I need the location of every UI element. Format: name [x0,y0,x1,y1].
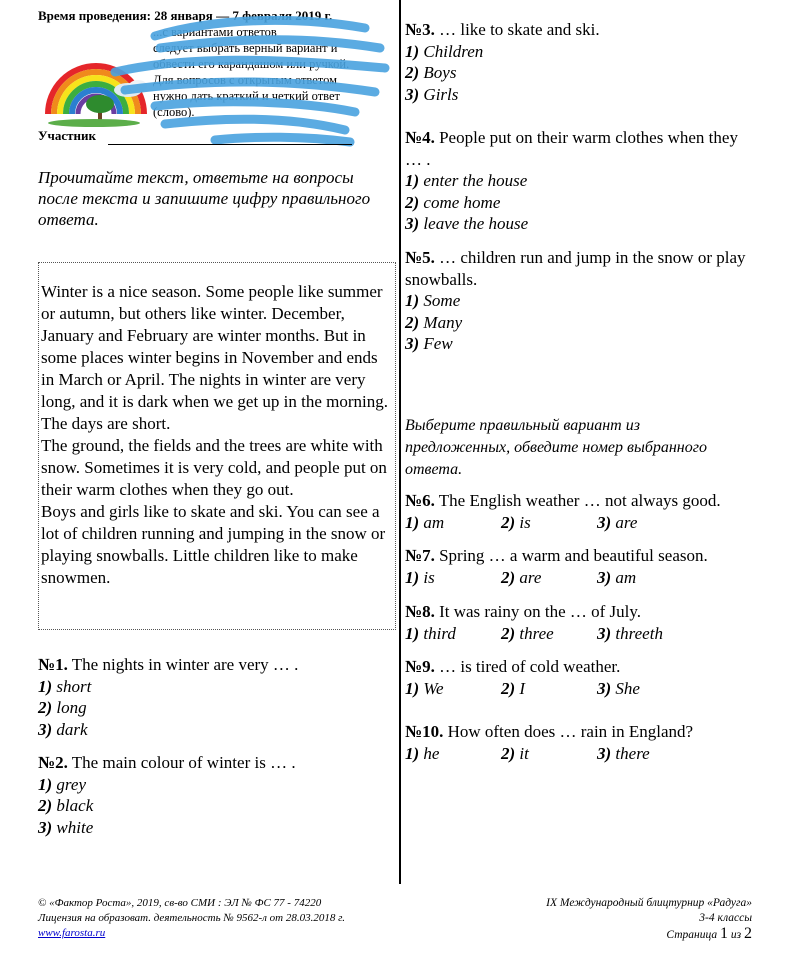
page-indicator: Страница 1 из 2 [666,925,752,942]
answer-option[interactable]: 3) white [38,817,94,837]
question-number: №8. [405,602,435,621]
answer-option[interactable]: 1) enter the house [405,171,528,190]
column-divider [399,0,401,884]
question-7 [405,545,765,588]
answer-option[interactable]: 2) it [501,743,529,763]
answer-option[interactable]: 2) Boys [405,63,457,82]
grade-level: 3-4 классы [699,912,752,924]
answer-option[interactable]: 2) black [38,796,94,815]
question-number: №9. [405,657,435,676]
answer-option[interactable]: 1) am [405,512,445,532]
question-text: People put on their warm clothes when they … . [405,128,738,169]
answer-option[interactable]: 3) are [597,512,638,532]
answer-option[interactable]: 2) I [501,678,526,698]
question-text: Spring … a warm and beautiful season. [439,546,708,565]
pen-scribble [95,8,395,148]
reading-paragraph: Boys and girls like to skate and ski. You can see a lot of children running and jumping in the snow or playing snowballs. Little children like to make snowmen. [41,502,386,587]
question-text: … is tired of cold weather. [439,657,621,676]
answer-option[interactable]: 1) Some [405,291,461,310]
answer-option[interactable]: 3) threeth [597,623,663,643]
copyright-line: © «Фактор Роста», 2019, св-во СМИ : ЭЛ № ФС 77 - 74220 [38,897,322,909]
instruction-line: (слово). [153,105,195,119]
answer-option[interactable]: 1) third [405,623,456,643]
question-4 [405,127,750,235]
question-text: It was rainy on the … of July. [439,602,642,621]
reading-paragraph: The ground, the fields and the trees are white with snow. Sometimes it is very cold, and people put on their warm clothes when they go out. [41,436,387,499]
answer-option[interactable]: 3) dark [38,719,88,739]
answer-option[interactable]: 3) Girls [405,84,459,104]
question-6 [405,490,765,533]
answer-option[interactable]: 3) am [597,567,637,587]
question-number: №3. [405,20,435,39]
footer-left [38,896,345,941]
answer-option[interactable]: 3) She [597,678,640,698]
answer-option[interactable]: 3) Few [405,334,453,353]
question-8 [405,601,765,644]
task1-instructions: Прочитайте текст, ответьте на вопросы после текста и запишите цифру правильного ответа. [38,168,371,229]
answer-option[interactable]: 1) We [405,678,444,698]
answer-option[interactable]: 1) grey [38,774,86,794]
reading-paragraph: Winter is a nice season. Some people like summer or autumn, but others like winter. December, January and February are winter months. But in some places winter begins in November and ends in March or April. The nights in winter are very long, and it is dark when we get up in the morning. The days are short. [41,282,389,433]
answer-option[interactable]: 1) he [405,743,440,763]
answer-option[interactable]: 2) long [38,698,87,717]
question-2 [38,752,393,838]
answer-option[interactable]: 2) is [501,512,531,532]
footer-right [546,896,752,943]
question-number: №10. [405,722,444,741]
answer-option[interactable]: 1) is [405,567,435,587]
event-dates: Время проведения: 28 января — 7 февраля 2019 г. [38,8,333,23]
answer-option[interactable]: 2) three [501,623,554,643]
answer-option[interactable]: 3) there [597,743,650,763]
question-text: … children run and jump in the snow or play snowballs. [405,248,746,289]
question-text: … like to skate and ski. [439,20,600,39]
answer-option[interactable]: 1) Children [405,41,484,61]
instruction-line: следует выбрать верный вариант и [153,41,338,55]
website-link[interactable]: www.farosta.ru [38,927,106,939]
instruction-line: ...с вариантами ответов [153,25,277,39]
license-line: Лицензия на образоват. деятельность № 9562-л от 28.03.2018 г. [38,912,345,924]
participant-name-line[interactable] [108,144,352,145]
question-number: №1. [38,655,68,674]
reading-text [41,281,393,589]
participant-label: Участник [38,128,96,143]
question-text: How often does … rain in England? [447,722,694,741]
question-1 [38,654,393,740]
question-5 [405,247,755,355]
question-text: The English weather … not always good. [438,491,721,510]
question-10 [405,721,765,764]
answer-option[interactable]: 3) leave the house [405,214,529,233]
question-number: №7. [405,546,435,565]
instruction-line: нужно дать краткий и четкий ответ [153,89,341,103]
answer-option[interactable]: 2) come home [405,192,501,212]
question-number: №4. [405,128,435,147]
instruction-line: обвести его карандашом или ручкой. [153,57,350,71]
question-text: The main colour of winter is … . [71,753,296,772]
reading-text-box [38,262,396,630]
task2-instructions: Выберите правильный вариант из предложенных, обведите номер выбранного ответа. [405,417,707,478]
question-text: The nights in winter are very … . [71,655,299,674]
instruction-line: Для вопросов с открытым ответом [153,73,338,87]
answer-option[interactable]: 1) short [38,676,92,696]
answer-option[interactable]: 2) are [501,567,542,587]
answer-option[interactable]: 2) Many [405,312,463,332]
question-3 [405,19,755,105]
question-9 [405,656,765,699]
question-number: №6. [405,491,435,510]
tournament-name: IX Международный блицтурнир «Радуга» [546,897,752,909]
question-number: №2. [38,753,68,772]
question-number: №5. [405,248,435,267]
